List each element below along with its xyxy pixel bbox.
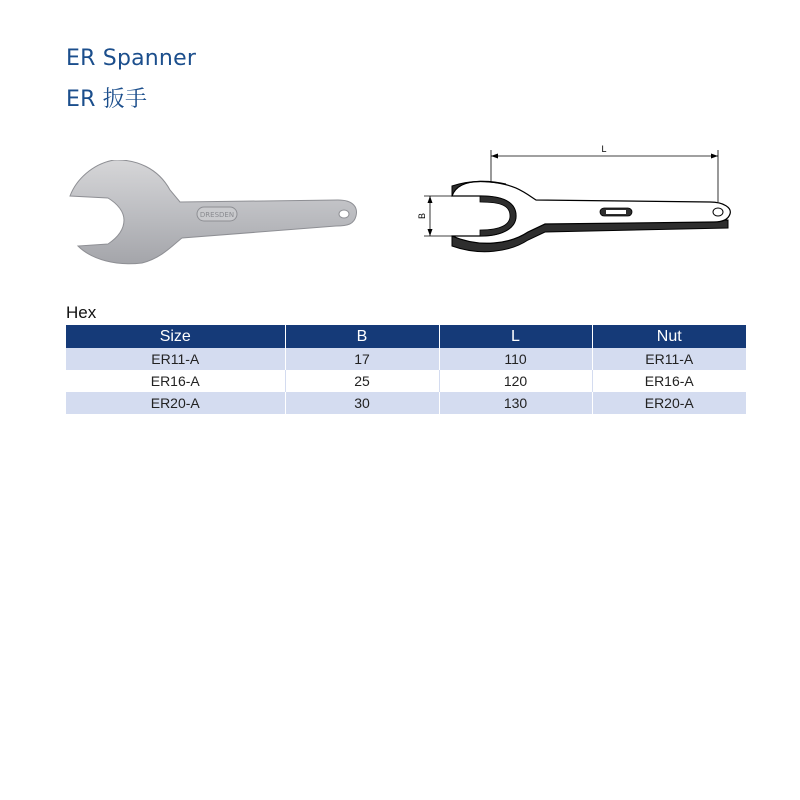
spanner-drawing [410, 140, 750, 260]
header-size: Size [66, 325, 285, 348]
cell-l: 110 [439, 348, 592, 370]
cell-nut: ER16-A [592, 370, 746, 392]
cell-l: 120 [439, 370, 592, 392]
cell-size: ER20-A [66, 392, 285, 414]
cell-size: ER11-A [66, 348, 285, 370]
spanner-hole [339, 210, 349, 218]
drawing-hole [713, 208, 723, 216]
dimension-b-label: B [417, 212, 427, 220]
header-b: B [285, 325, 439, 348]
cell-b: 17 [285, 348, 439, 370]
cell-nut: ER20-A [592, 392, 746, 414]
header-l: L [439, 325, 592, 348]
cell-size: ER16-A [66, 370, 285, 392]
dimension-l-label: L [601, 144, 607, 154]
cell-l: 130 [439, 392, 592, 414]
page-subtitle: ER 扳手 [66, 87, 148, 112]
spec-table [66, 325, 746, 414]
cell-b: 25 [285, 370, 439, 392]
table-row [66, 348, 746, 370]
table-header-row [66, 325, 746, 348]
cell-b: 30 [285, 392, 439, 414]
cell-nut: ER11-A [592, 348, 746, 370]
header-nut: Nut [592, 325, 746, 348]
table-row [66, 392, 746, 414]
section-label: Hex [66, 303, 97, 322]
page-title: ER Spanner [66, 46, 197, 71]
table-row [66, 370, 746, 392]
spanner-photo [62, 160, 362, 265]
svg-text:DRESDEN: DRESDEN [199, 211, 235, 219]
